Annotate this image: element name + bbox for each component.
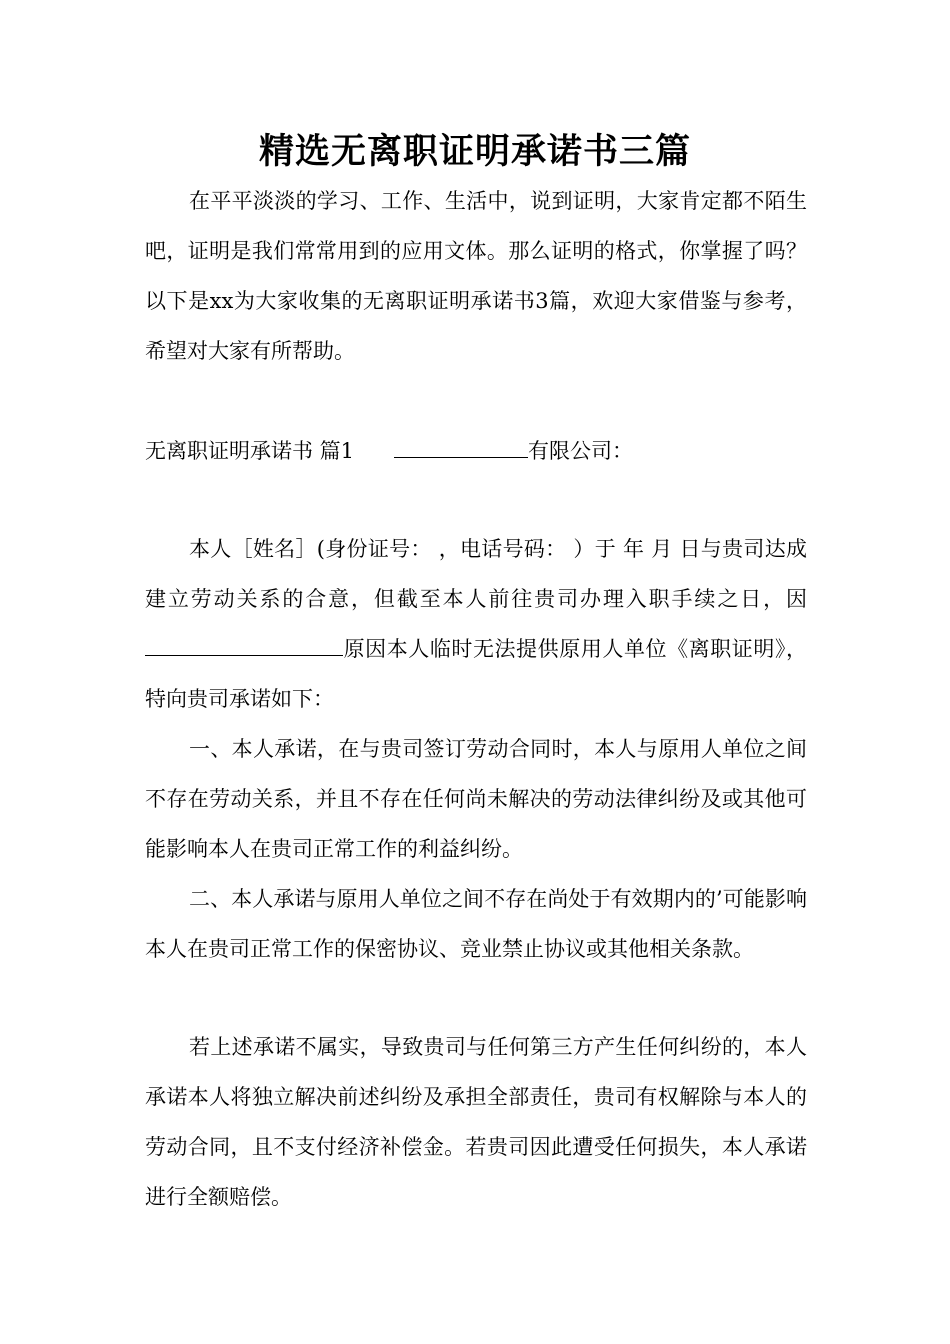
section-heading: 无离职证明承诺书 篇1 — [145, 439, 355, 463]
section-heading-line — [145, 426, 807, 476]
document-title: 精选无离职证明承诺书三篇 — [258, 132, 691, 172]
body-p1-part2: 原因本人临时无法提供原用人单位《离职证明》，特向贵司承诺如下： — [145, 637, 807, 711]
company-name-blank — [394, 427, 528, 458]
body-paragraph-3: 二、本人承诺与原用人单位之间不存在尚处于有效期内的’可能影响本人在贵司正常工作的保密协议、竞业禁止协议或其他相关条款。 — [145, 887, 807, 961]
company-suffix: 有限公司： — [528, 439, 634, 463]
reason-blank — [145, 625, 343, 656]
body-paragraph-1 — [145, 524, 807, 724]
intro-paragraph: 在平平淡淡的学习、工作、生活中，说到证明，大家肯定都不陌生吧，证明是我们常常用到的应用文体。那么证明的格式，你掌握了吗？以下是xx为大家收集的无离职证明承诺书3篇，欢迎大家借鉴与参考，希望对大家有所帮助。 — [145, 189, 807, 363]
body-paragraph-2: 一、本人承诺，在与贵司签订劳动合同时，本人与原用人单位之间不存在劳动关系，并且不存在任何尚未解决的劳动法律纠纷及或其他可能影响本人在贵司正常工作的利益纠纷。 — [145, 737, 807, 861]
body-p1-part1: 本人［姓名］(身份证号： ，电话号码： ）于 年 月 日与贵司达成建立劳动关系的合意，但截至本人前往贵司办理入职手续之日，因 — [145, 537, 807, 611]
body-paragraph-4: 若上述承诺不属实，导致贵司与任何第三方产生任何纠纷的，本人承诺本人将独立解决前述纠纷及承担全部责任，贵司有权解除与本人的劳动合同，且不支付经济补偿金。若贵司因此遭受任何损失，本人承诺进行全额赔偿。 — [145, 1035, 807, 1209]
